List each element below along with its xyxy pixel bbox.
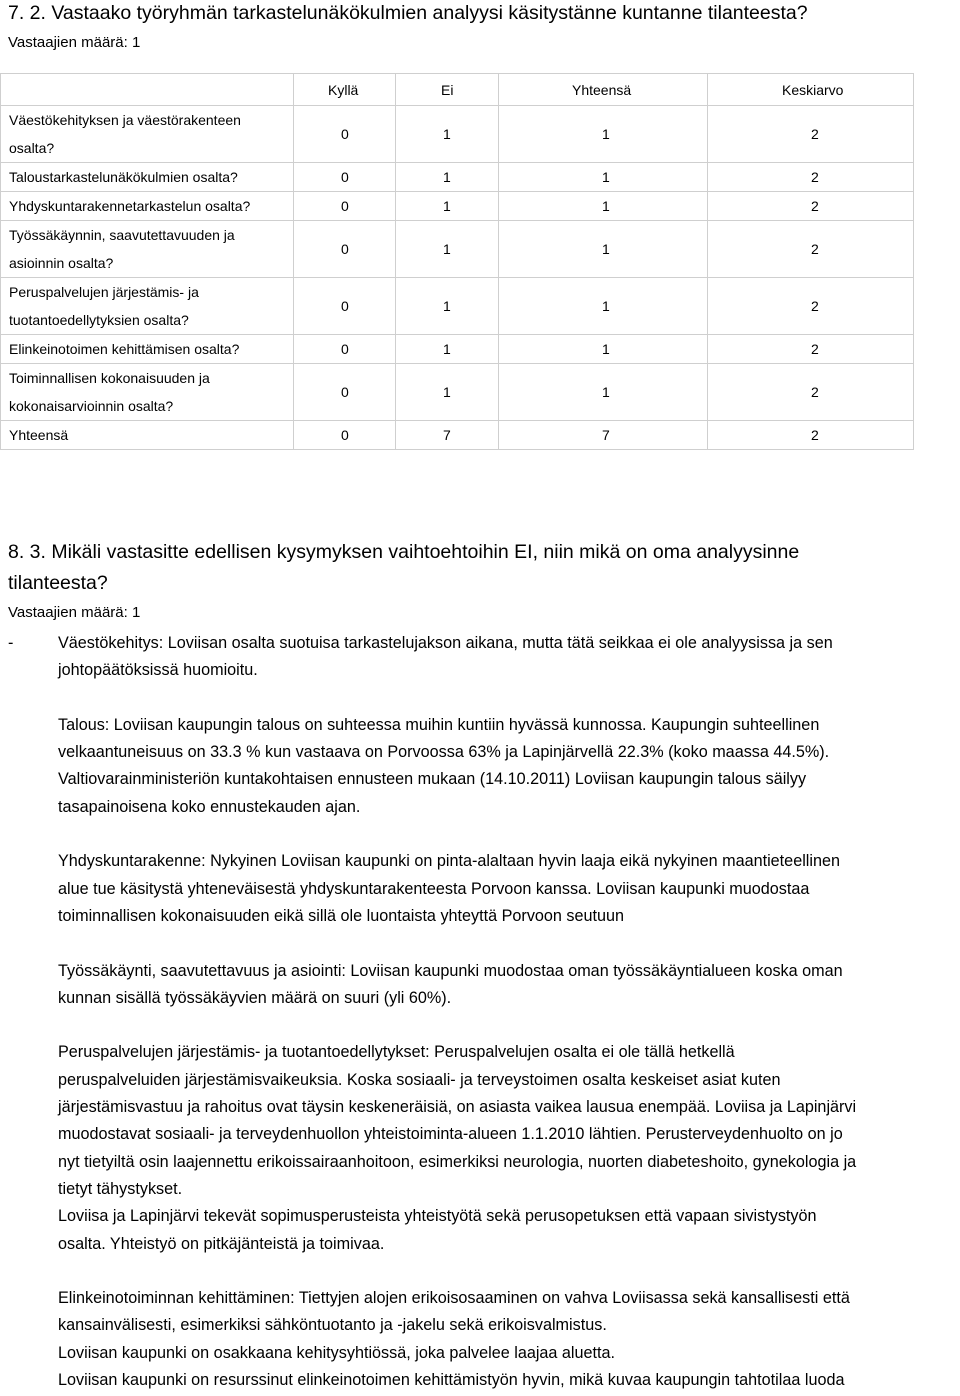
table-row (1, 163, 914, 192)
row-value-yhteensa: 1 (499, 163, 708, 192)
answer-line (58, 685, 960, 712)
answer-line: Yhdyskuntarakenne: Nykyinen Loviisan kaupunki on pinta-alaltaan hyvin laaja eikä nykyinen maantieteellinen (58, 852, 840, 871)
table-row (1, 364, 914, 421)
row-value-keskiarvo: 2 (708, 106, 914, 163)
question-8-title-line1: 8. 3. Mikäli vastasitte edellisen kysymyksen vaihtoehtoihin EI, niin mikä on oma analyysinne (8, 541, 800, 563)
table-row (1, 421, 914, 450)
row-value-keskiarvo: 2 (708, 221, 914, 278)
row-value-keskiarvo: 2 (708, 335, 914, 364)
answer-line: nyt tietyiltä osin laajennettu erikoissairaanhoitoon, esimerkiksi neurologia, nuorten diabeteshoito, gynekologia ja (58, 1152, 857, 1171)
header-ei: Ei (396, 74, 499, 106)
table-row (1, 106, 914, 163)
row-label-line: Peruspalvelujen järjestämis- ja (9, 284, 199, 300)
row-label-line: Toiminnallisen kokonaisuuden ja (9, 370, 210, 386)
row-label-line: Työssäkäynnin, saavutettavuuden ja (9, 227, 235, 243)
row-value-ei: 1 (396, 335, 499, 364)
row-value-yhteensa: 1 (499, 278, 708, 335)
row-value-ei: 1 (396, 221, 499, 278)
row-value-keskiarvo: 2 (708, 421, 914, 450)
row-value-ei: 1 (396, 192, 499, 221)
answer-line: tietyt tähystykset. (58, 1179, 183, 1198)
row-value-kylla: 0 (294, 163, 396, 192)
table-body (1, 106, 914, 450)
row-label-line: tuotantoedellytyksien osalta? (9, 312, 189, 328)
row-label (1, 335, 294, 364)
row-label-line: asioinnin osalta? (9, 255, 114, 271)
answer-line: Loviisan kaupunki on osakkaana kehitysyhtiössä, joka palvelee laajaa aluetta. (58, 1343, 616, 1362)
row-value-ei: 1 (396, 106, 499, 163)
row-value-yhteensa: 1 (499, 192, 708, 221)
question-7-respondents: Vastaajien määrä: 1 (8, 34, 141, 51)
answer-line (58, 930, 960, 957)
answer-line (58, 1012, 960, 1039)
answer-line: johtopäätöksissä huomioitu. (58, 661, 258, 680)
answer-line: järjestämisvastuu ja rahoitus ovat täysin keskeneräisiä, on asiasta vaikea lausua enempää. Loviisa ja Lapinjärvi (58, 1098, 857, 1117)
row-value-keskiarvo: 2 (708, 364, 914, 421)
row-value-kylla: 0 (294, 421, 396, 450)
row-label (1, 364, 294, 421)
answer-line: tasapainoisena koko ennustekauden ajan. (58, 797, 361, 816)
header-yhteensa: Yhteensä (499, 74, 708, 106)
table-row (1, 221, 914, 278)
answer-line: peruspalveluiden järjestämisvaikeuksia. Koska sosiaali- ja terveystoimen osalta keskeiset asiat kuten (58, 1070, 781, 1089)
question-8-respondents: Vastaajien määrä: 1 (8, 604, 141, 621)
row-label-line: osalta? (9, 140, 55, 156)
answer-bullet: - (8, 634, 14, 652)
answer-line: kunnan sisällä työssäkäyvien määrä on suuri (yli 60%). (58, 988, 452, 1007)
row-value-kylla: 0 (294, 192, 396, 221)
table-row (1, 192, 914, 221)
row-value-kylla: 0 (294, 278, 396, 335)
row-label-line: kokonaisarvioinnin osalta? (9, 398, 174, 414)
row-label (1, 421, 294, 450)
row-label (1, 106, 294, 163)
row-label-line: Taloustarkastelunäkökulmien osalta? (9, 169, 238, 185)
question-8-title-line2: tilanteesta? (8, 572, 108, 594)
answer-line: osalta. Yhteistyö on pitkäjänteistä ja toimivaa. (58, 1234, 385, 1253)
answer-line: velkaantuneisuus on 33.3 % kun vastaava on Porvoossa 63% ja Lapinjärvellä 22.3% (koko maassa 44.5%). (58, 743, 830, 762)
row-label (1, 221, 294, 278)
header-kylla: Kyllä (294, 74, 396, 106)
row-label (1, 163, 294, 192)
row-label-line: Väestökehityksen ja väestörakenteen (9, 112, 241, 128)
answer-line (58, 821, 960, 848)
row-value-ei: 1 (396, 364, 499, 421)
answer-text (58, 630, 960, 1394)
answer-line: Talous: Loviisan kaupungin talous on suhteessa muihin kuntiin hyvässä kunnossa. Kaupungin suhteellinen (58, 715, 820, 734)
row-value-yhteensa: 1 (499, 106, 708, 163)
row-value-keskiarvo: 2 (708, 192, 914, 221)
answer-line: Väestökehitys: Loviisan osalta suotuisa tarkastelujakson aikana, mutta tätä seikkaa ei ole analyysissa ja sen (58, 634, 833, 652)
row-label-line: Elinkeinotoimen kehittämisen osalta? (9, 341, 240, 357)
table-row (1, 335, 914, 364)
row-label (1, 192, 294, 221)
row-value-yhteensa: 1 (499, 364, 708, 421)
row-value-yhteensa: 7 (499, 421, 708, 450)
row-label-line: Yhteensä (9, 427, 69, 443)
row-value-keskiarvo: 2 (708, 163, 914, 192)
answer-line: alue tue käsitystä yhteneväisestä yhdyskuntarakenteesta Porvoon kanssa. Loviisan kaupunki muodostaa (58, 879, 810, 898)
answer-line: Elinkeinotoiminnan kehittäminen: Tiettyjen alojen erikoisosaaminen on vahva Loviisassa sekä kansallisesti että (58, 1289, 850, 1308)
answer-line: toiminnallisen kokonaisuuden eikä sillä ole luontaista yhteyttä Porvoon seutuun (58, 906, 625, 925)
header-keskiarvo: Keskiarvo (708, 74, 914, 106)
row-value-ei: 7 (396, 421, 499, 450)
answer-line: Loviisa ja Lapinjärvi tekevät sopimusperusteista yhteistyötä sekä perusopetuksen että vapaan sivistystyön (58, 1207, 817, 1226)
row-value-keskiarvo: 2 (708, 278, 914, 335)
answer-line (58, 1258, 960, 1285)
question-7-title: 7. 2. Vastaako työryhmän tarkastelunäkökulmien analyysi käsitystänne kuntanne tilanteesta? (8, 2, 808, 24)
answer-line: kansainvälisesti, esimerkiksi sähköntuotanto ja -jakelu sekä erikoisvalmistus. (58, 1316, 607, 1335)
results-table (0, 73, 914, 450)
row-value-ei: 1 (396, 163, 499, 192)
answer-line: Peruspalvelujen järjestämis- ja tuotantoedellytykset: Peruspalvelujen osalta ei ole tällä hetkellä (58, 1043, 735, 1062)
row-value-kylla: 0 (294, 106, 396, 163)
table-row (1, 278, 914, 335)
table-header-row (1, 74, 914, 106)
row-label (1, 278, 294, 335)
answer-line: Valtiovarainministeriön kuntakohtaisen ennusteen mukaan (14.10.2011) Loviisan kaupungin talous säilyy (58, 770, 807, 789)
row-value-kylla: 0 (294, 221, 396, 278)
header-empty (1, 74, 294, 106)
row-value-yhteensa: 1 (499, 335, 708, 364)
row-value-yhteensa: 1 (499, 221, 708, 278)
answer-line: muodostavat sosiaali- ja terveydenhuollon yhteistoiminta-alueen 1.1.2010 lähtien. Perusterveydenhuolto on jo (58, 1125, 843, 1144)
answer-line: Loviisan kaupunki on resurssinut elinkeinotoimen kehittämistyön hyvin, mikä kuvaa kaupungin tahtotilaa luoda (58, 1371, 845, 1390)
row-label-line: Yhdyskuntarakennetarkastelun osalta? (9, 198, 251, 214)
row-value-kylla: 0 (294, 364, 396, 421)
row-value-kylla: 0 (294, 335, 396, 364)
answer-line: Työssäkäynti, saavutettavuus ja asiointi: Loviisan kaupunki muodostaa oman työssäkäyntialueen koska oman (58, 961, 843, 980)
row-value-ei: 1 (396, 278, 499, 335)
